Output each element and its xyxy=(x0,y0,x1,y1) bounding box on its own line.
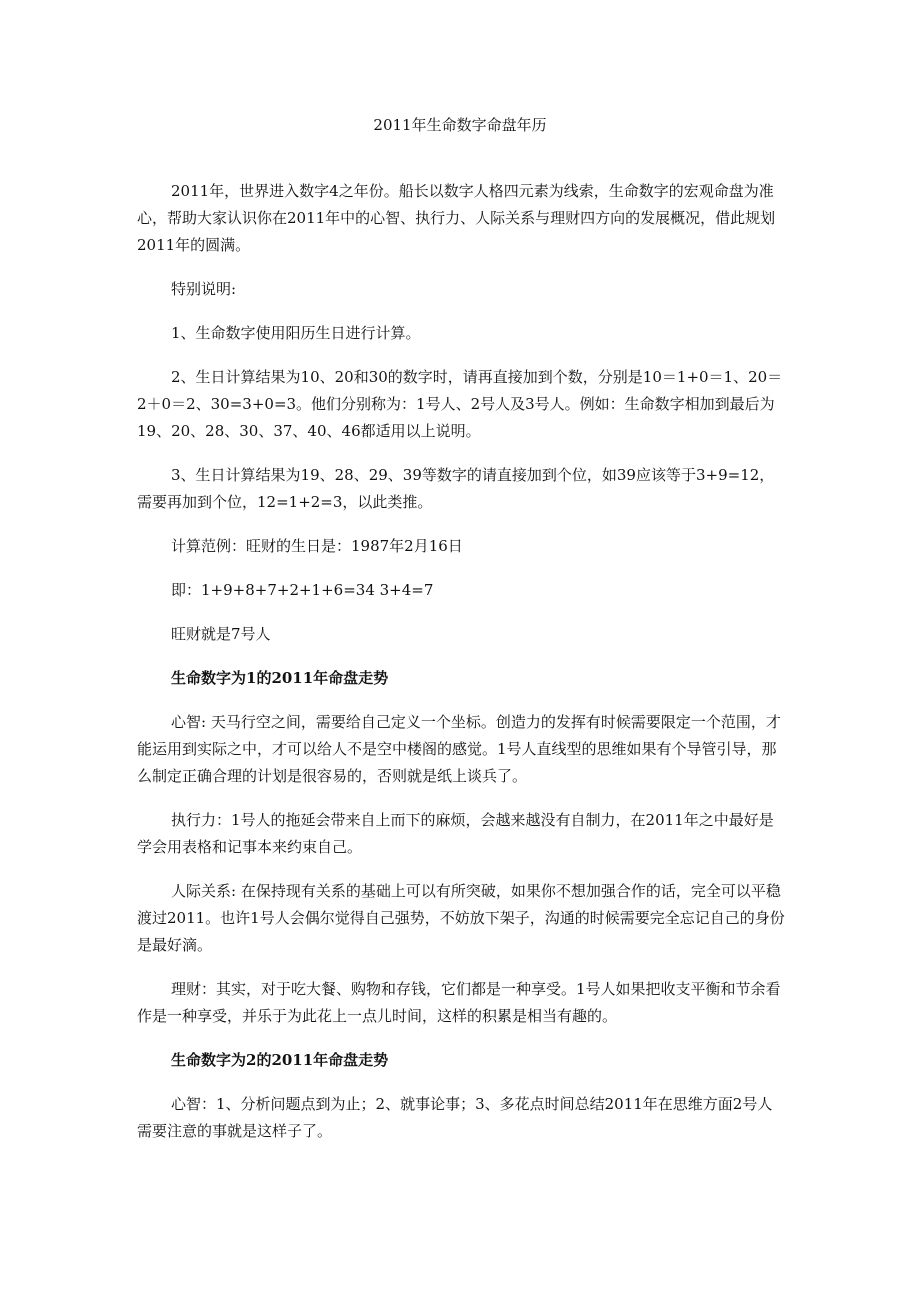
document-title: 2011年生命数字命盘年历 xyxy=(373,116,547,134)
paragraph: 心智: 天马行空之间，需要给自己定义一个坐标。创造力的发挥有时候需要限定一个范围，才能运用到实际之中，才可以给人不是空中楼阁的感觉。1号人直线型的思维如果有个导管引导，那么制定正确合理的计划是很容易的，否则就是纸上谈兵了。 xyxy=(137,713,781,785)
paragraph: 2、生日计算结果为10、20和30的数字时，请再直接加到个数，分别是10＝1+0＝1、20＝2＋0＝2、30=3+0=3。他们分别称为：1号人、2号人及3号人。例如：生命数字相加到最后为19、20、28、30、37、40、46都适用以上说明。 xyxy=(137,368,783,440)
paragraph: 即：1+9+8+7+2+1+6=34 3+4=7 xyxy=(171,581,434,599)
paragraph: 理财：其实，对于吃大餐、购物和存钱，它们都是一种享受。1号人如果把收支平衡和节余看作是一种享受，并乐于为此花上一点儿时间，这样的积累是相当有趣的。 xyxy=(137,980,781,1025)
paragraph: 3、生日计算结果为19、28、29、39等数字的请直接加到个位，如39应该等于3+9=12，需要再加到个位，12=1+2=3，以此类推。 xyxy=(137,466,775,511)
section-heading: 生命数字为1的2011年命盘走势 xyxy=(171,669,389,687)
document-body xyxy=(137,178,785,1162)
paragraph: 特别说明: xyxy=(171,280,237,298)
paragraph: 2011年，世界进入数字4之年份。船长以数字人格四元素为线索，生命数字的宏观命盘为准心，帮助大家认识你在2011年中的心智、执行力、人际关系与理财四方向的发展概况，借此规划2011年的圆满。 xyxy=(137,182,776,254)
paragraph: 旺财就是7号人 xyxy=(171,625,271,643)
paragraph: 人际关系: 在保持现有关系的基础上可以有所突破，如果你不想加强合作的话，完全可以平稳渡过2011。也许1号人会偶尔觉得自己强势，不妨放下架子，沟通的时候需要完全忘记自己的身份是最好滴。 xyxy=(137,882,785,954)
paragraph: 心智：1、分析问题点到为止；2、就事论事；3、多花点时间总结2011年在思维方面2号人需要注意的事就是这样子了。 xyxy=(137,1095,773,1140)
paragraph: 计算范例：旺财的生日是：1987年2月16日 xyxy=(171,537,463,555)
section-heading: 生命数字为2的2011年命盘走势 xyxy=(171,1051,389,1069)
paragraph: 执行力：1号人的拖延会带来自上而下的麻烦，会越来越没有自制力，在2011年之中最好是学会用表格和记事本来约束自己。 xyxy=(137,811,774,856)
paragraph: 1、生命数字使用阳历生日进行计算。 xyxy=(171,324,421,342)
